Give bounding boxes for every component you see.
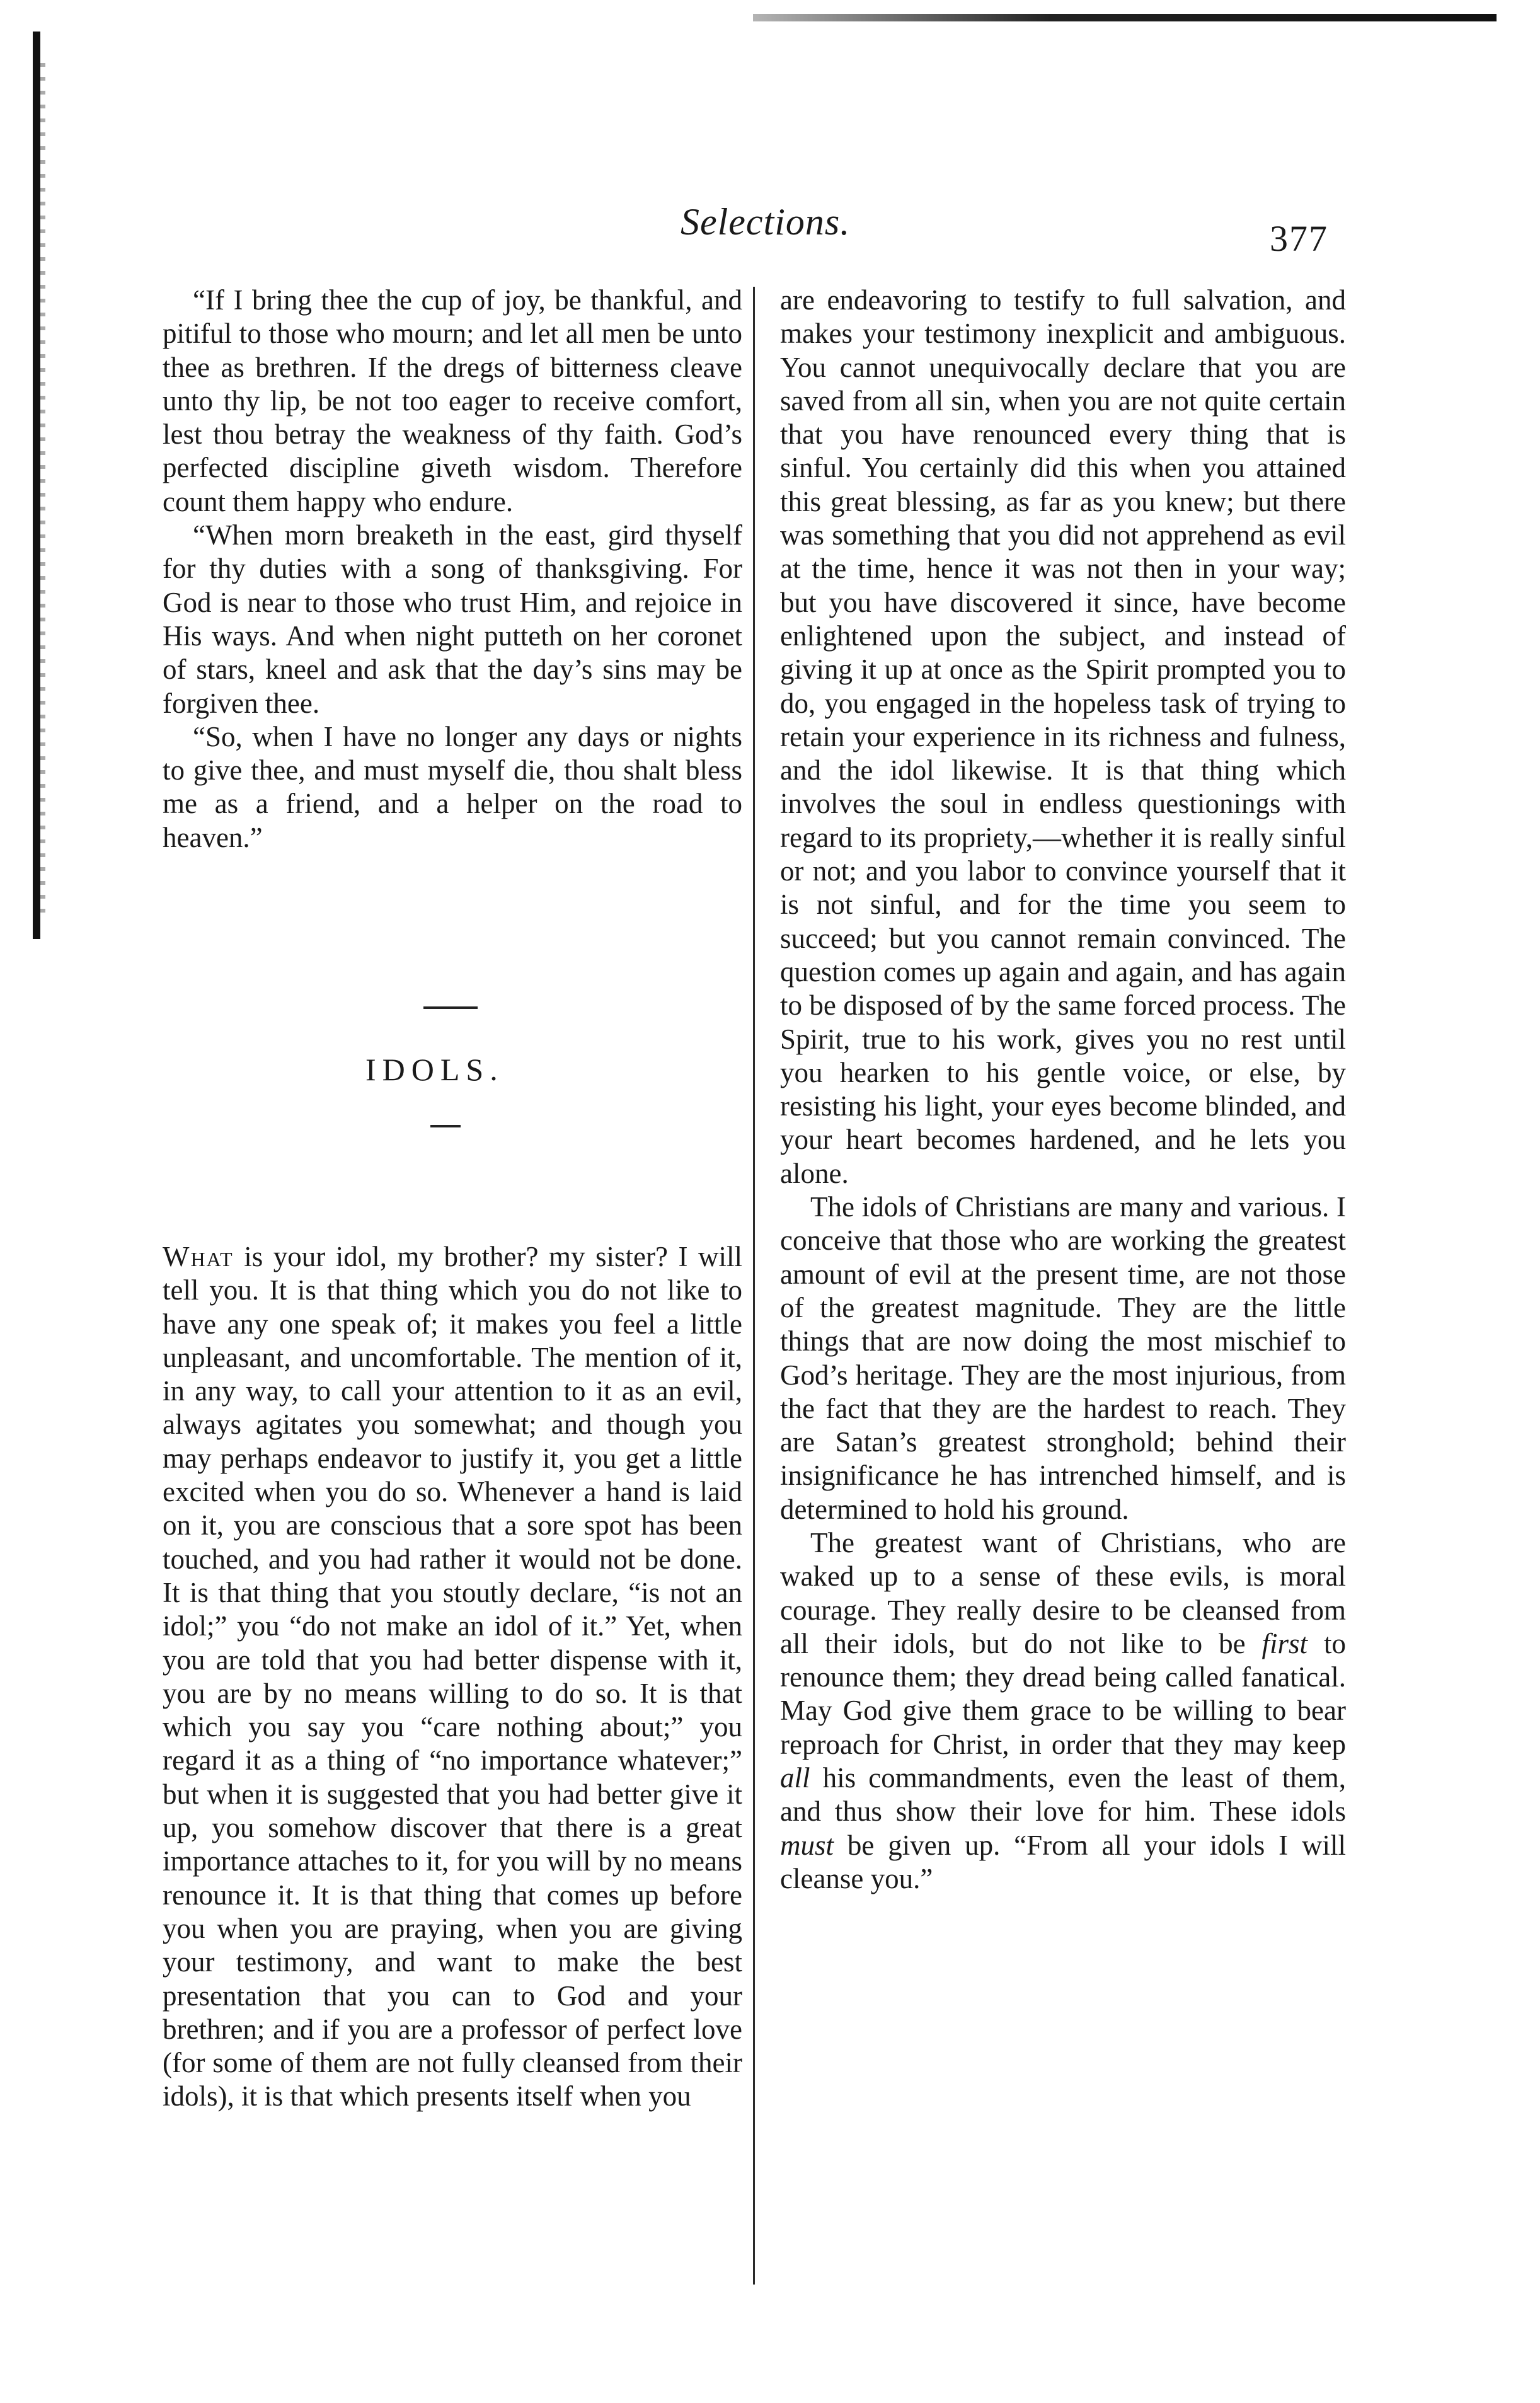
page-number: 377: [1270, 218, 1328, 259]
text-run: his commandments, even the least of them, and thus show their love for him. These idols: [780, 1762, 1346, 1828]
poem-paragraph: “If I bring thee the cup of joy, be thankful, and pitiful to those who mourn; and let all men be unto thee as brethren. If the dregs of bitterness cleave unto thy lip, be not too eager to receive comfort, lest thou betray the weakness of thy faith. God’s perfected discipline giveth wisdom. Therefore count them happy who endure.: [163, 284, 742, 517]
top-edge-rule: [753, 14, 1497, 21]
article-column-right: [780, 284, 1346, 1896]
article-paragraph: The idols of Christians are many and various. I conceive that those who are working the greatest amount of evil at the present time, are not those of the greatest magnitude. They are the little things that are now doing the most mischief to God’s heritage. They are the most injurious, from the fact that they are the hardest to reach. They are Satan’s greatest stronghold; behind their insignificance he has intrenched himself, and is determined to hold his ground.: [780, 1191, 1346, 1525]
article-opening-word: What: [163, 1241, 234, 1272]
column-divider: [753, 287, 755, 2285]
text-run: be given up. “From all your idols I will cleanse you.”: [780, 1829, 1346, 1894]
article-column-left: [163, 1240, 742, 2114]
article-opening-text: is your idol, my brother? my sister? I will tell you. It is that thing which you do not like to have any one speak of; it makes you feel a little unpleasant, and uncomfortable. The mention of it, in any way, to call your attention to it as an evil, always agitates you somewhat; and though you may perhaps endeavor to justify it, you get a little excited when you do so. Whenever a hand is laid on it, you are conscious that a sore spot has been touched, and you had rather it would not be done. It is that thing that you stoutly declare, “is not an idol;” you “do not make an idol of it.” Yet, when you are told that you had better dispense with it, you are by no means willing to do so. It is that which you say you “care nothing about;” you regard it as a thing of “no importance whatever;” but when it is suggested that you had better give it up, you somehow discover that there is a great importance attaches to it, for you will by no means renounce it. It is that thing that comes up before you when you are praying, when you are giving your testimony, and want to make the best presentation that you can to God and your brethren; and if you are a professor of perfect love (for some of them are not fully cleansed from their idols), it is that which presents itself when you: [163, 1241, 742, 2112]
article-paragraph: are endeavoring to testify to full salvation, and makes your testimony inexplicit and ambiguous. You cannot unequivocally declare that you are saved from all sin, when you are not quite certain that you have renounced every thing that is sinful. You certainly did this when you attained this great blessing, as far as you knew; but there was something that you did not apprehend as evil at the time, hence it was not then in your way; but you have discovered it since, have become enlightened upon the subject, and instead of giving it up at once as the Spirit prompted you to do, you engaged in the hopeless task of trying to retain your experience in its richness and fulness, and the idol likewise. It is that thing which involves the soul in endless questionings with regard to its propriety,—whether it is really sinful or not; and you labor to convince yourself that it is not sinful, and for the time you seem to succeed; but you cannot remain convinced. The question comes up again and again, and has again to be disposed of by the same forced process. The Spirit, true to his work, gives you no rest until you hearken to his gentle voice, or else, by resisting his light, your eyes become blinded, and your heart becomes hardened, and he lets you alone.: [780, 284, 1346, 1189]
emphasis-text: all: [780, 1762, 810, 1794]
title-underline-rule: [430, 1125, 461, 1127]
poem-paragraph: “When morn breaketh in the east, gird thyself for thy duties with a song of thanksgiving. For God is near to those who trust Him, and rejoice in His ways. And when night putteth on her coronet of stars, kneel and ask that the day’s sins may be forgiven thee.: [163, 519, 742, 719]
section-separator-rule: [423, 1006, 478, 1009]
running-head: Selections.: [681, 201, 851, 243]
poem-column: [163, 284, 742, 855]
poem-paragraph: “So, when I have no longer any days or nights to give thee, and must myself die, thou shalt bless me as a friend, and a helper on the road to heaven.”: [163, 720, 742, 853]
text-run: to renounce them; they dread being called fanatical. May God give them grace to be willing to bear reproach for Christ, in order that they may keep: [780, 1627, 1346, 1760]
binding-edge-speckle: [40, 63, 45, 914]
article-paragraph: [780, 1526, 1346, 1896]
section-title: IDOLS.: [365, 1052, 504, 1087]
emphasis-text: must: [780, 1829, 834, 1861]
article-paragraph: [163, 1240, 742, 2114]
binding-edge-bar: [33, 32, 40, 939]
emphasis-text: first: [1261, 1627, 1308, 1659]
text-run: The greatest want of Christians, who are waked up to a sense of these evils, is moral courage. They really desire to be cleansed from all their idols, but do not like to be: [780, 1526, 1346, 1659]
